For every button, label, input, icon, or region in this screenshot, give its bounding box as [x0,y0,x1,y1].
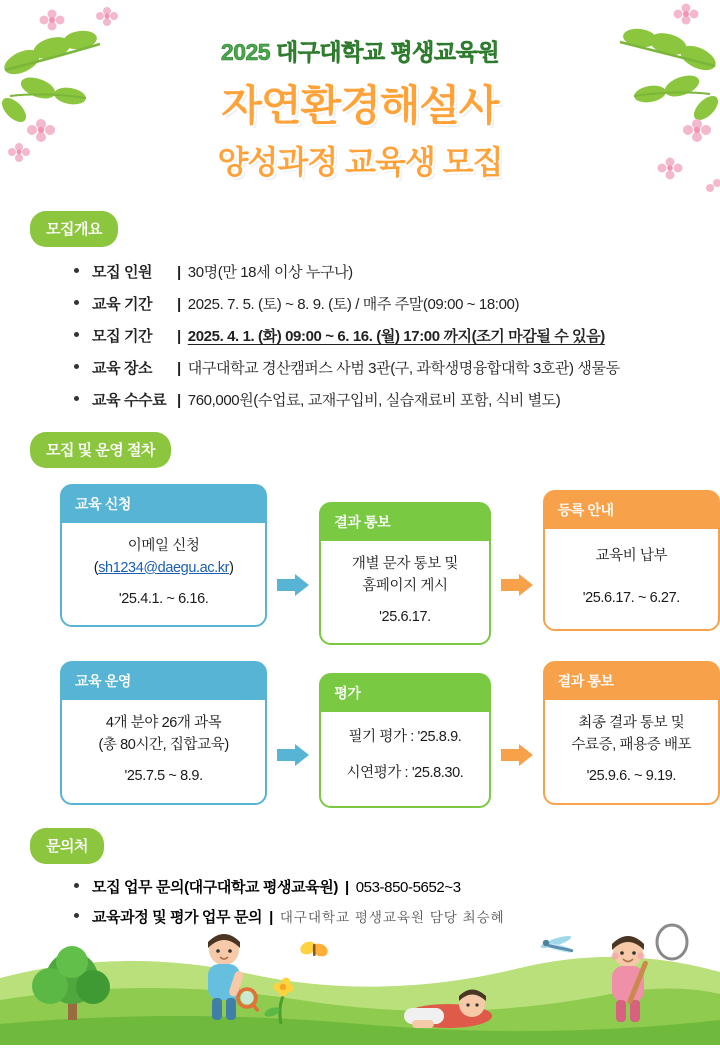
header-subtitle: 2025 대구대학교 평생교육원 [220,39,500,65]
overview-label: 모집 인원 [92,264,153,281]
separator-bar: | [177,296,181,313]
overview-row [74,293,720,314]
process-section-title: 모집 및 운영 절차 [30,432,171,468]
arrow-stem [277,579,297,591]
overview-label: 교육 장소 [92,360,153,377]
dragonfly-illustration [540,934,575,955]
contact-label: 교육과정 및 평가 업무 문의 [92,908,263,926]
flow-arrow-4 [501,744,535,766]
arrow-head [295,574,309,596]
bullet-dot [74,913,79,918]
flow-card-title: 평가 [320,674,489,712]
overview-value: 2025. 7. 5. (토) ~ 8. 9. (토) / 매주 주말(09:00 ~ 18:00) [187,296,520,313]
overview-list [74,261,720,410]
bottom-illustration [0,920,720,1040]
bullet-dot [74,364,79,369]
arrow-head [519,574,533,596]
separator-bar: | [177,328,181,345]
flow-card-email-line: (sh1234@daegu.ac.kr) [93,559,234,576]
process-flow-row-1 [60,484,720,645]
overview-value: 대구대학교 경산캠퍼스 사범 3관(구, 과학생명융합대학 3호관) 생물동 [187,360,620,377]
process-flow-row-2 [60,661,720,808]
flow-card-body [548,701,715,799]
flow-card-title: 교육 운영 [61,662,266,700]
butterfly-illustration [298,939,330,959]
bullet-dot [74,883,79,888]
flow-card-body [324,713,485,803]
flow-card-line: (총 80시간, 집합교육) [98,737,229,753]
contact-section [0,828,720,927]
flow-card-line: 교육비 납부 [595,548,668,564]
overview-value-highlighted: 2025. 4. 1. (화) 09:00 ~ 6. 16. (월) 17:00 까지(조기 마감될 수 있음) [187,328,605,345]
overview-label: 교육 수수료 [92,392,167,409]
flow-card-body [65,701,262,799]
overview-row [74,261,720,282]
flow-card-line: 수료증, 패용증 배포 [571,737,692,753]
flow-arrow-1 [277,574,311,596]
flow-card-line: 이메일 신청 [127,538,200,554]
arrow-head [295,744,309,766]
overview-label: 교육 기간 [92,296,153,313]
flow-card-line: 개별 문자 통보 및 [351,556,459,572]
separator-bar: | [177,264,181,281]
overview-label: 모집 기간 [92,328,153,345]
contact-row [74,906,720,927]
flow-card-registration [543,490,720,631]
contact-label: 모집 업무 문의(대구대학교 평생교육원) [92,878,338,896]
poster-header [0,0,720,183]
flow-card-date: '25.6.17. [379,608,431,625]
flow-card-date: '25.6.17. ~ 6.27. [582,589,680,606]
flow-card-line: 시연평가 : '25.8.30. [346,765,464,781]
flow-card-evaluation [319,673,490,808]
flow-arrow-3 [277,744,311,766]
illustration-svg [0,920,720,1045]
flow-card-date: '25.7.5 ~ 8.9. [124,767,203,784]
flow-card-date: '25.9.6. ~ 9.19. [586,767,677,784]
overview-section [0,211,720,410]
overview-section-title: 모집개요 [30,211,118,247]
overview-row [74,325,720,346]
header-title-sub: 양성과정 교육생 모집 [217,144,503,180]
separator-bar: | [177,360,181,377]
process-flow [60,484,720,808]
flow-card-operation [60,661,267,804]
overview-row [74,357,720,378]
contact-person: 대구대학교 평생교육원 담당 최승혜 [279,909,505,925]
flow-card-body [324,542,485,640]
bullet-dot [74,396,79,401]
bullet-dot [74,268,79,273]
bullet-dot [74,300,79,305]
process-section [0,432,720,808]
flow-card-line: 필기 평가 : '25.8.9. [348,729,462,746]
flow-card-final-result [543,661,720,804]
header-title-main: 자연환경해설사 [221,82,499,129]
separator-bar: | [344,878,349,896]
email-link[interactable]: sh1234@daegu.ac.kr [98,559,230,576]
contact-list [74,876,720,927]
overview-row [74,389,720,410]
flow-card-title: 교육 신청 [61,485,266,523]
flow-card-body [65,524,262,622]
separator-bar: | [177,392,181,409]
separator-bar: | [269,908,273,926]
flow-card-date: '25.4.1. ~ 6.16. [118,590,209,607]
flow-card-result-notice [319,502,490,645]
flow-card-title: 결과 통보 [544,662,719,700]
bullet-dot [74,332,79,337]
overview-value: 30명(만 18세 이상 누구나) [187,264,353,281]
overview-value: 760,000원(수업료, 교재구입비, 실습재료비 포함, 식비 별도) [187,392,561,409]
flow-card-line: 4개 분야 26개 과목 [105,715,222,732]
contact-section-title: 문의처 [30,828,104,864]
arrow-stem [501,579,521,591]
flow-card-title: 등록 안내 [544,491,719,529]
flow-arrow-2 [501,574,535,596]
flow-card-title: 결과 통보 [320,503,489,541]
arrow-stem [501,749,521,761]
flow-card-line: 최종 결과 통보 및 [578,715,685,732]
contact-phone: 053-850-5652~3 [355,878,461,896]
flow-card-body [548,530,715,626]
arrow-stem [277,749,297,761]
contact-row [74,876,720,897]
flow-card-apply [60,484,267,627]
arrow-head [519,744,533,766]
flow-card-line: 홈페이지 게시 [362,577,448,594]
